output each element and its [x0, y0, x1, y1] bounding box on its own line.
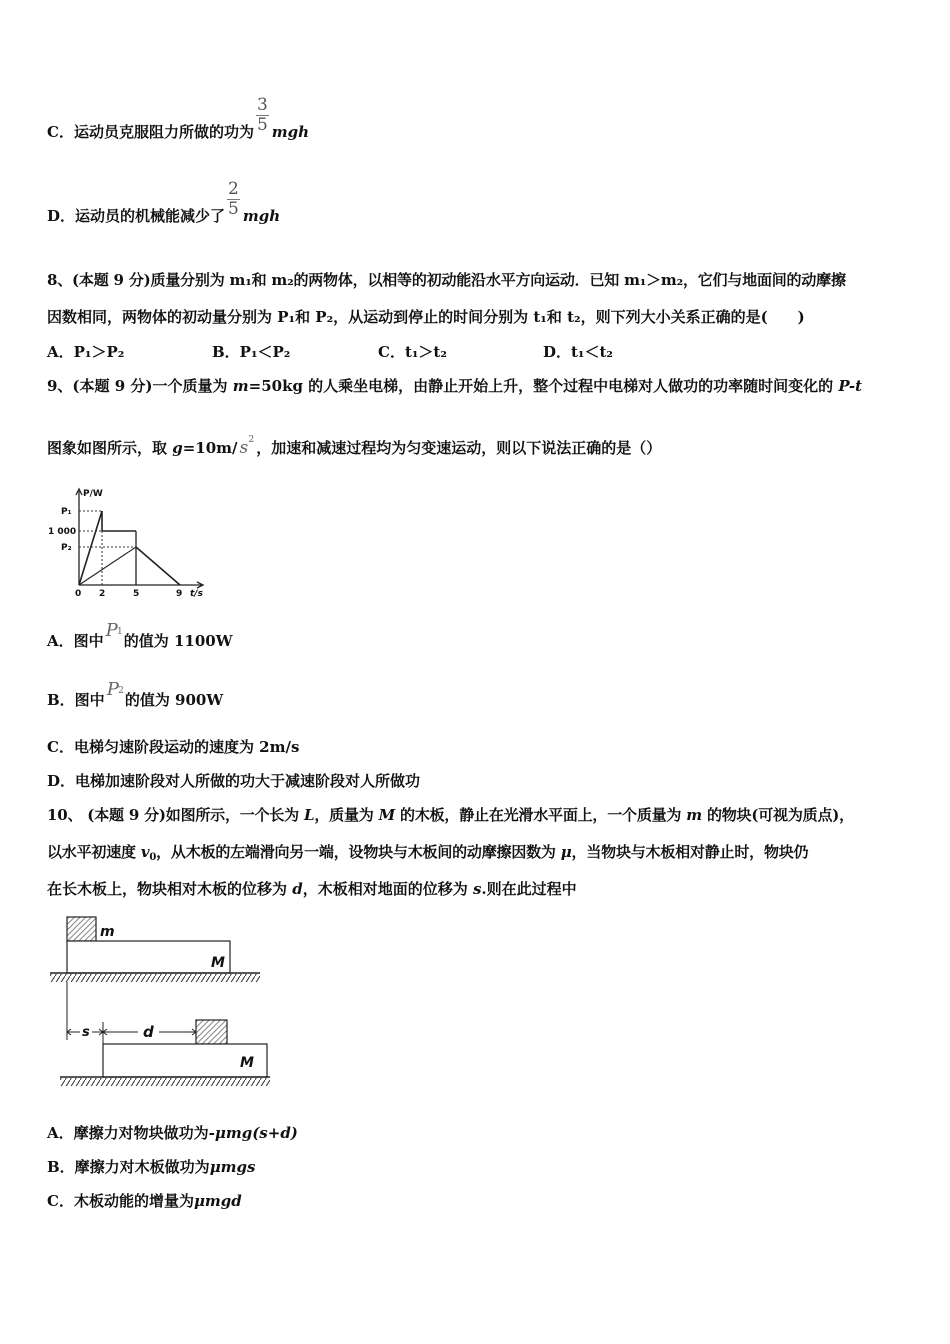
q8-options	[47, 342, 613, 362]
ground-hatch-top	[50, 974, 260, 982]
q9-option-d: D．电梯加速阶段对人所做的功大于减速阶段对人所做功	[47, 772, 421, 790]
diagram-label-M-bottom: M	[240, 1055, 254, 1071]
symbol-p1: P 1	[105, 620, 123, 641]
diagram-label-M-top: M	[211, 955, 225, 971]
q10-stem-line3: 在长木板上，物块相对木板的位移为 d，木板相对地面的位移为 s.则在此过程中	[47, 880, 577, 898]
q7-option-d	[47, 178, 281, 226]
graph-ylabel: P/W	[83, 489, 103, 499]
q9-option-c: C．电梯匀速阶段运动的速度为 2m/s	[47, 738, 300, 756]
graph-t9: 9	[176, 589, 183, 599]
graph-xlabel: t/s	[190, 589, 203, 599]
board-M-top	[67, 941, 230, 973]
q8-option-c: C．t₁＞t₂	[378, 343, 447, 361]
fraction-3-5: $\frac{3}{5}$	[256, 94, 268, 135]
q9-option-b: B．图中 P 2 的值为 900W	[47, 679, 224, 709]
accel-segment	[79, 511, 102, 585]
ground-hatch-bottom	[60, 1078, 270, 1086]
graph-t5: 5	[133, 589, 140, 599]
q7-option-c	[47, 94, 310, 142]
fraction-2-5: $\frac{2}{5}$	[228, 178, 239, 219]
unit-s-squared: s 2	[239, 435, 255, 458]
q10-stem-line1: 10、 (本题 9 分)如图所示，一个长为 L，质量为 M 的木板，静止在光滑水平面上，一个质量为 m 的物块(可视为质点)，	[47, 806, 854, 824]
q10-stem-line2: 以水平初速度 $v_0$，从木板的左端滑向另一端，设物块与木板间的动摩擦因数为 μ，当物块与木板相对静止时，物块仍	[47, 843, 809, 863]
aux-line	[79, 547, 136, 585]
q7-option-c-text: 运动员克服阻力所做的功为	[73, 123, 254, 141]
q8-option-d: D．t₁＜t₂	[543, 343, 614, 361]
q7-option-c-var: mgh	[271, 123, 310, 141]
q9-option-a: A．图中 P 1 的值为 1100W	[47, 620, 233, 650]
symbol-p2: P 2	[106, 679, 124, 700]
q8-stem-line1: 8、(本题 9 分)质量分别为 m₁和 m₂的两物体，以相等的初动能沿水平方向运动．已知 m₁＞m₂，它们与地面间的动摩擦	[47, 271, 846, 289]
diagram-label-m: m	[100, 924, 115, 940]
graph-p1000: 1 000	[48, 527, 77, 537]
graph-t0: 0	[75, 589, 82, 599]
q8-stem-line2: 因数相同，两物体的初动量分别为 P₁和 P₂，从运动到停止的时间分别为 t₁和 t₂，则下列大小关系正确的是( )	[47, 308, 805, 326]
q8-option-a: A．P₁＞P₂	[47, 343, 125, 361]
q10-option-b: B．摩擦力对木板做功为μmgs	[47, 1158, 256, 1176]
q7-option-d-text: 运动员的机械能减少了	[75, 207, 226, 225]
diagram-label-d: d	[143, 1023, 154, 1041]
block-m-top	[67, 917, 96, 941]
block-m-bottom	[196, 1020, 227, 1044]
q10-option-c: C．木板动能的增量为μmgd	[47, 1192, 242, 1210]
graph-p1: P₁	[61, 507, 72, 517]
q7-option-d-label: D．	[47, 207, 76, 225]
q10-option-a: A．摩擦力对物块做功为-μmg(s+d)	[47, 1124, 298, 1142]
q10-board-diagram	[45, 912, 280, 1097]
graph-t2: 2	[99, 589, 106, 599]
decel-segment	[136, 547, 180, 585]
q9-pt-graph	[45, 485, 215, 600]
q7-option-c-label: C．	[47, 123, 74, 141]
graph-p2: P₂	[61, 543, 72, 553]
q7-option-d-var: mgh	[242, 207, 281, 225]
q8-option-b: B．P₁＜P₂	[212, 343, 291, 361]
q9-stem-line1: 9、(本题 9 分)一个质量为 m=50kg 的人乘坐电梯，由静止开始上升，整个过程中电梯对人做功的功率随时间变化的 P-t	[47, 377, 863, 395]
diagram-label-s: s	[82, 1025, 90, 1040]
q9-stem-line2: 图象如图所示，取 g=10m/ s 2 ，加速和减速过程均为匀变速运动，则以下说法正确的是（）	[47, 435, 662, 458]
